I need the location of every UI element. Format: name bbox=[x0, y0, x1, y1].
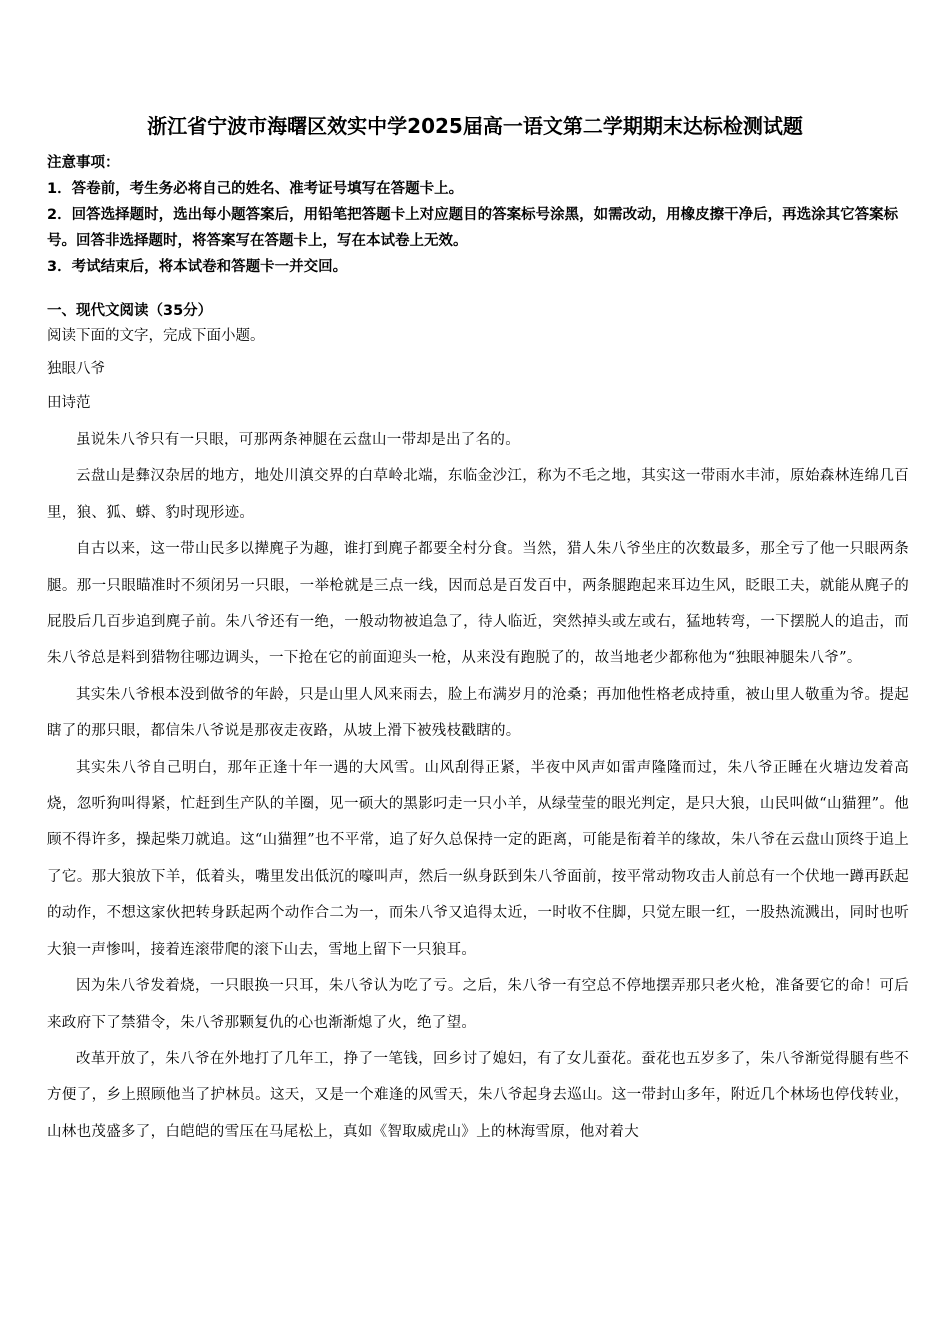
section-heading: 一、现代文阅读（35分） bbox=[47, 303, 213, 319]
note-item-1: 1．答卷前，考生务必将自己的姓名、准考证号填写在答题卡上。 bbox=[47, 181, 464, 197]
paragraph: 虽说朱八爷只有一只眼，可那两条神腿在云盘山一带却是出了名的。 bbox=[76, 432, 520, 448]
paragraph: 其实朱八爷根本没到做爷的年龄，只是山里人风来雨去，脸上布满岁月的沧桑；再加他性格老成持重，被山里人敬重为爷。提起瞎了的那只眼，都信朱八爷说是那夜走夜路，从坡上滑下被残枝戳瞎的。 bbox=[47, 686, 909, 740]
note-item-2: 2．回答选择题时，选出每小题答案后，用铅笔把答题卡上对应题目的答案标号涂黑，如需改动，用橡皮擦干净后，再选涂其它答案标号。回答非选择题时，将答案写在答题卡上，写在本试卷上无效。 bbox=[47, 207, 899, 249]
paragraph: 因为朱八爷发着烧，一只眼换一只耳，朱八爷认为吃了亏。之后，朱八爷一有空总不停地摆弄那只老火枪，准备要它的命！可后来政府下了禁猎令，朱八爷那颗复仇的心也渐渐熄了火，绝了望。 bbox=[47, 978, 909, 1031]
paragraph: 改革开放了，朱八爷在外地打了几年工，挣了一笔钱，回乡讨了媳妇，有了女儿蚕花。蚕花也五岁多了，朱八爷渐觉得腿有些不方便了，乡上照顾他当了护林员。这天，又是一个难逢的风雪天，朱八爷起身去巡山。这一带封山多年，附近几个林场也停伐转业，山林也茂盛多了，白皑皑的雪压在马尾松上，真如《智取威虎山》上的林海雪原，他对着大 bbox=[47, 1050, 909, 1140]
paragraph: 其实朱八爷自己明白，那年正逢十年一遇的大风雪。山风刮得正紧，半夜中风声如雷声隆隆而过，朱八爷正睡在火塘边发着高烧，忽听狗叫得紧，忙赶到生产队的羊圈，见一硕大的黑影叼走一只小羊，从绿莹莹的眼光判定，是只大狼，山民叫做“山猫狸”。他顾不得许多，操起柴刀就追。这“山猫狸”也不平常，追了好久总保持一定的距离，可能是衔着羊的缘故，朱八爷在云盘山顶终于追上了它。那大狼放下羊，低着头，嘴里发出低沉的嚎叫声，然后一纵身跃到朱八爷面前，按平常动物攻击人前总有一个伏地一蹲再跃起的动作，不想这家伙把转身跃起两个动作合二为一，而朱八爷又追得太近，一时收不住脚，只觉左眼一红，一股热流溅出，同时也听大狼一声惨叫，接着连滚带爬的滚下山去，雪地上留下一只狼耳。 bbox=[47, 759, 909, 958]
paragraph: 云盘山是彝汉杂居的地方，地处川滇交界的白草岭北端，东临金沙江，称为不毛之地，其实这一带雨水丰沛，原始森林连绵几百里，狼、狐、蟒、豹时现形迹。 bbox=[47, 468, 909, 521]
story-body bbox=[47, 422, 909, 1150]
story-title: 独眼八爷 bbox=[47, 361, 105, 377]
notes-block bbox=[47, 150, 909, 280]
exam-title: 浙江省宁波市海曙区效实中学2025届高一语文第二学期期末达标检测试题 bbox=[147, 114, 803, 138]
notes-heading: 注意事项： bbox=[47, 155, 120, 171]
paragraph: 自古以来，这一带山民多以撵麂子为趣，谁打到麂子都要全村分食。当然，猎人朱八爷坐庄的次数最多，那全亏了他一只眼两条腿。那一只眼瞄准时不须闭另一只眼，一举枪就是三点一线，因而总是百发百中，两条腿跑起来耳边生风，眨眼工夫，就能从麂子的屁股后几百步追到麂子前。朱八爷还有一绝，一般动物被追急了，待人临近，突然掉头或左或右，猛地转弯，一下摆脱人的追击，而朱八爷总是料到猎物往哪边调头，一下抢在它的前面迎头一枪，从来没有跑脱了的，故当地老少都称他为“独眼神腿朱八爷”。 bbox=[47, 541, 909, 667]
reading-instruction: 阅读下面的文字，完成下面小题。 bbox=[47, 328, 265, 344]
story-author: 田诗范 bbox=[47, 395, 91, 411]
note-item-3: 3．考试结束后，将本试卷和答题卡一并交回。 bbox=[47, 259, 348, 275]
